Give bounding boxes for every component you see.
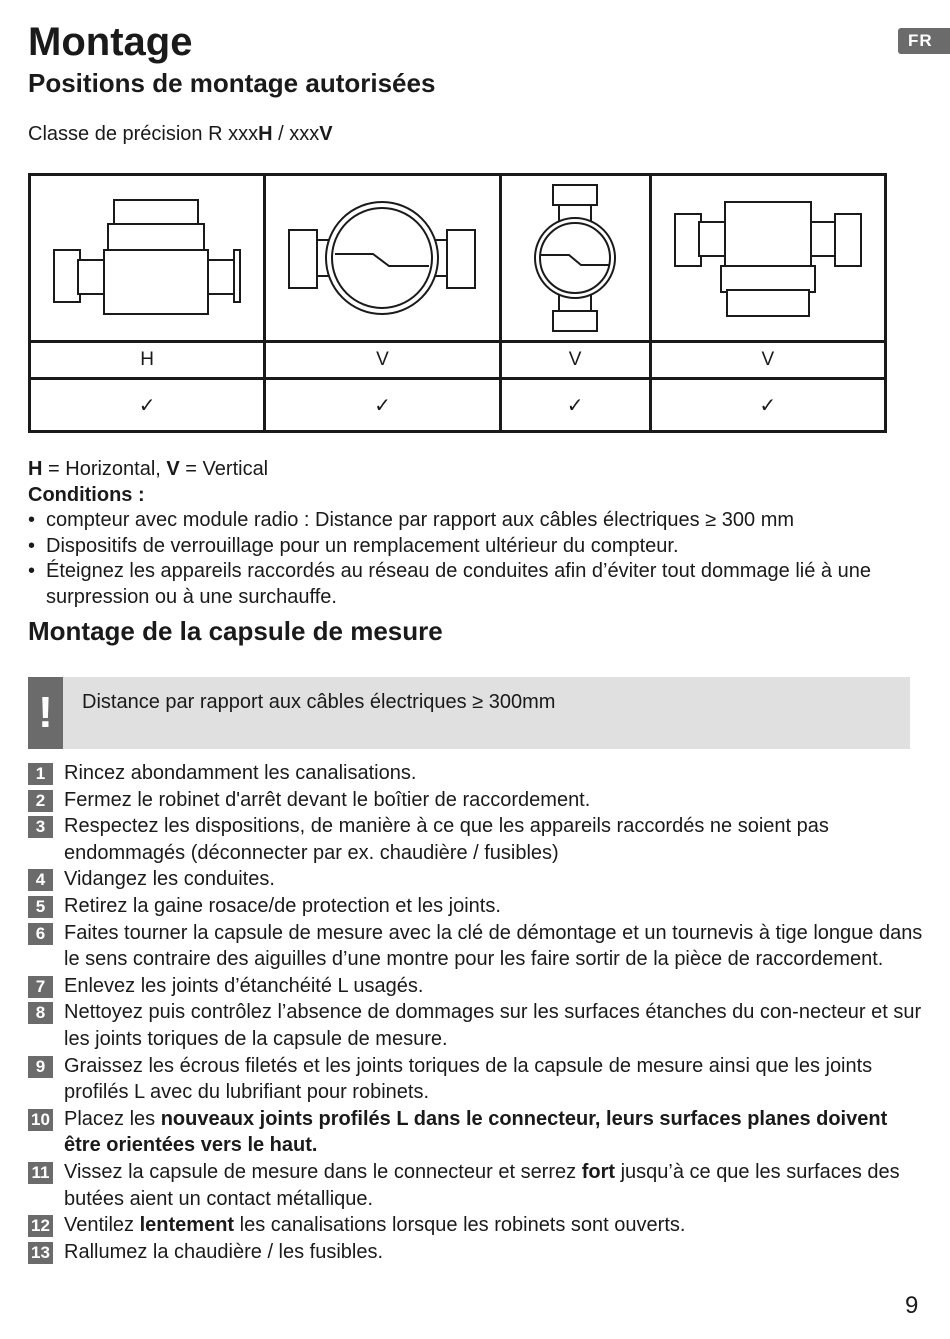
step-number: 7	[28, 976, 53, 998]
step-text: Nettoyez puis contrôlez l’absence de dommages sur les surfaces étanches du con-necteur et sur les joints toriques de la capsule de mesure.	[64, 1001, 922, 1050]
list-item	[28, 866, 923, 893]
step-text-pre: Vissez la capsule de mesure dans le connecteur et serrez	[64, 1160, 582, 1183]
condition-item: • Dispositifs de verrouillage pour un remplacement ultérieur du compteur.	[28, 534, 928, 560]
accuracy-h: H	[258, 123, 273, 145]
step-number: 12	[28, 1215, 53, 1237]
list-item	[28, 1159, 923, 1212]
step-text: Enlevez les joints d’étanchéité L usagés.	[64, 974, 424, 997]
vertical-meter-face-side-icon	[287, 198, 477, 318]
step-number: 6	[28, 923, 53, 945]
position-cell-2	[265, 175, 500, 342]
step-number: 4	[28, 869, 53, 891]
list-item	[28, 760, 923, 787]
step-number: 3	[28, 816, 53, 838]
accuracy-prefix: Classe de précision R xxx	[28, 123, 259, 145]
vertical-meter-up-icon	[515, 183, 635, 333]
step-number: 9	[28, 1056, 53, 1078]
step-text: Retirez la gaine rosace/de protection et les joints.	[64, 894, 501, 917]
list-item	[28, 813, 923, 866]
list-item	[28, 787, 923, 814]
step-text: Fermez le robinet d'arrêt devant le boîtier de raccordement.	[64, 788, 591, 811]
mounting-positions-table	[28, 173, 887, 433]
position-check-4: ✓	[650, 379, 885, 432]
legend	[28, 456, 268, 482]
list-item	[28, 893, 923, 920]
position-label-1: H	[30, 342, 265, 379]
list-item	[28, 920, 923, 973]
position-label-4: V	[650, 342, 885, 379]
list-item	[28, 1106, 923, 1159]
legend-h: H	[28, 458, 43, 480]
condition-item: • Éteignez les appareils raccordés au réseau de conduites afin d’éviter tout dommage lié à une surpression ou à une surchauffe.	[28, 559, 928, 610]
step-text-post: les canalisations lorsque les robinets sont ouverts.	[234, 1214, 686, 1237]
position-check-2: ✓	[265, 379, 500, 432]
list-item	[28, 1053, 923, 1106]
steps-list	[28, 760, 923, 1265]
step-text-bold: lentement	[139, 1214, 235, 1237]
step-text-pre: Placez les	[64, 1107, 161, 1130]
legend-h-text: = Horizontal,	[42, 458, 167, 480]
accuracy-separator: / xxx	[272, 123, 320, 145]
step-number: 2	[28, 790, 53, 812]
step-text: Respectez les dispositions, de manière à ce que les appareils raccordés ne soient pas endommagés (déconnecter par ex. chaudière / fusibles)	[64, 815, 829, 864]
list-item	[28, 1212, 923, 1239]
step-text-post: jusqu’à ce que les surfaces des butées aient un contact métallique.	[64, 1160, 900, 1210]
step-number: 5	[28, 896, 53, 918]
step-text: Rallumez la chaudière / les fusibles.	[64, 1240, 384, 1263]
step-number: 10	[28, 1109, 53, 1131]
warning-icon: !	[28, 677, 63, 749]
step-text-pre: Ventilez	[64, 1214, 140, 1237]
step-text-bold: nouveaux joints profilés L dans le connecteur, leurs surfaces planes doivent être orientées vers le haut.	[64, 1107, 888, 1157]
step-text: Vidangez les conduites.	[64, 868, 275, 891]
horizontal-meter-icon	[52, 198, 242, 318]
step-number: 13	[28, 1242, 53, 1264]
position-check-3: ✓	[500, 379, 650, 432]
accuracy-v: V	[319, 123, 333, 145]
step-text-bold: fort	[581, 1160, 616, 1183]
position-cell-4	[650, 175, 885, 342]
accuracy-class	[28, 121, 333, 147]
step-text: Rincez abondamment les canalisations.	[64, 762, 417, 784]
step-number: 1	[28, 763, 53, 785]
section-title-capsule: Montage de la capsule de mesure	[28, 616, 443, 646]
section-title-positions: Positions de montage autorisées	[28, 68, 436, 98]
step-text: Faites tourner la capsule de mesure avec la clé de démontage et un tournevis à tige longue dans le sens contraire des aiguilles d’une montre pour les faire sortir de la pièce de raccordement.	[64, 921, 923, 971]
list-item	[28, 1239, 923, 1266]
list-item	[28, 999, 923, 1052]
legend-v-text: = Vertical	[179, 458, 269, 480]
warning-text: Distance par rapport aux câbles électriques ≥ 300mm	[82, 691, 556, 713]
warning-box	[28, 677, 910, 749]
position-cell-1	[30, 175, 265, 342]
page-title: Montage	[28, 20, 193, 64]
position-cell-3	[500, 175, 650, 342]
position-label-2: V	[265, 342, 500, 379]
inverted-meter-icon	[673, 198, 863, 318]
position-label-3: V	[500, 342, 650, 379]
legend-v: V	[166, 458, 180, 480]
page-number: 9	[905, 1292, 919, 1319]
conditions-title: Conditions :	[28, 484, 145, 506]
list-item	[28, 973, 923, 1000]
condition-item: • compteur avec module radio : Distance par rapport aux câbles électriques ≥ 300 mm	[28, 508, 928, 534]
position-check-1: ✓	[30, 379, 265, 432]
step-number: 11	[28, 1162, 53, 1184]
step-text: Graissez les écrous filetés et les joints toriques de la capsule de mesure ainsi que les joints profilés L avec du lubrifiant pour robinets.	[64, 1054, 873, 1104]
conditions-list	[28, 508, 928, 610]
step-number: 8	[28, 1002, 53, 1024]
language-badge: FR	[898, 28, 950, 54]
